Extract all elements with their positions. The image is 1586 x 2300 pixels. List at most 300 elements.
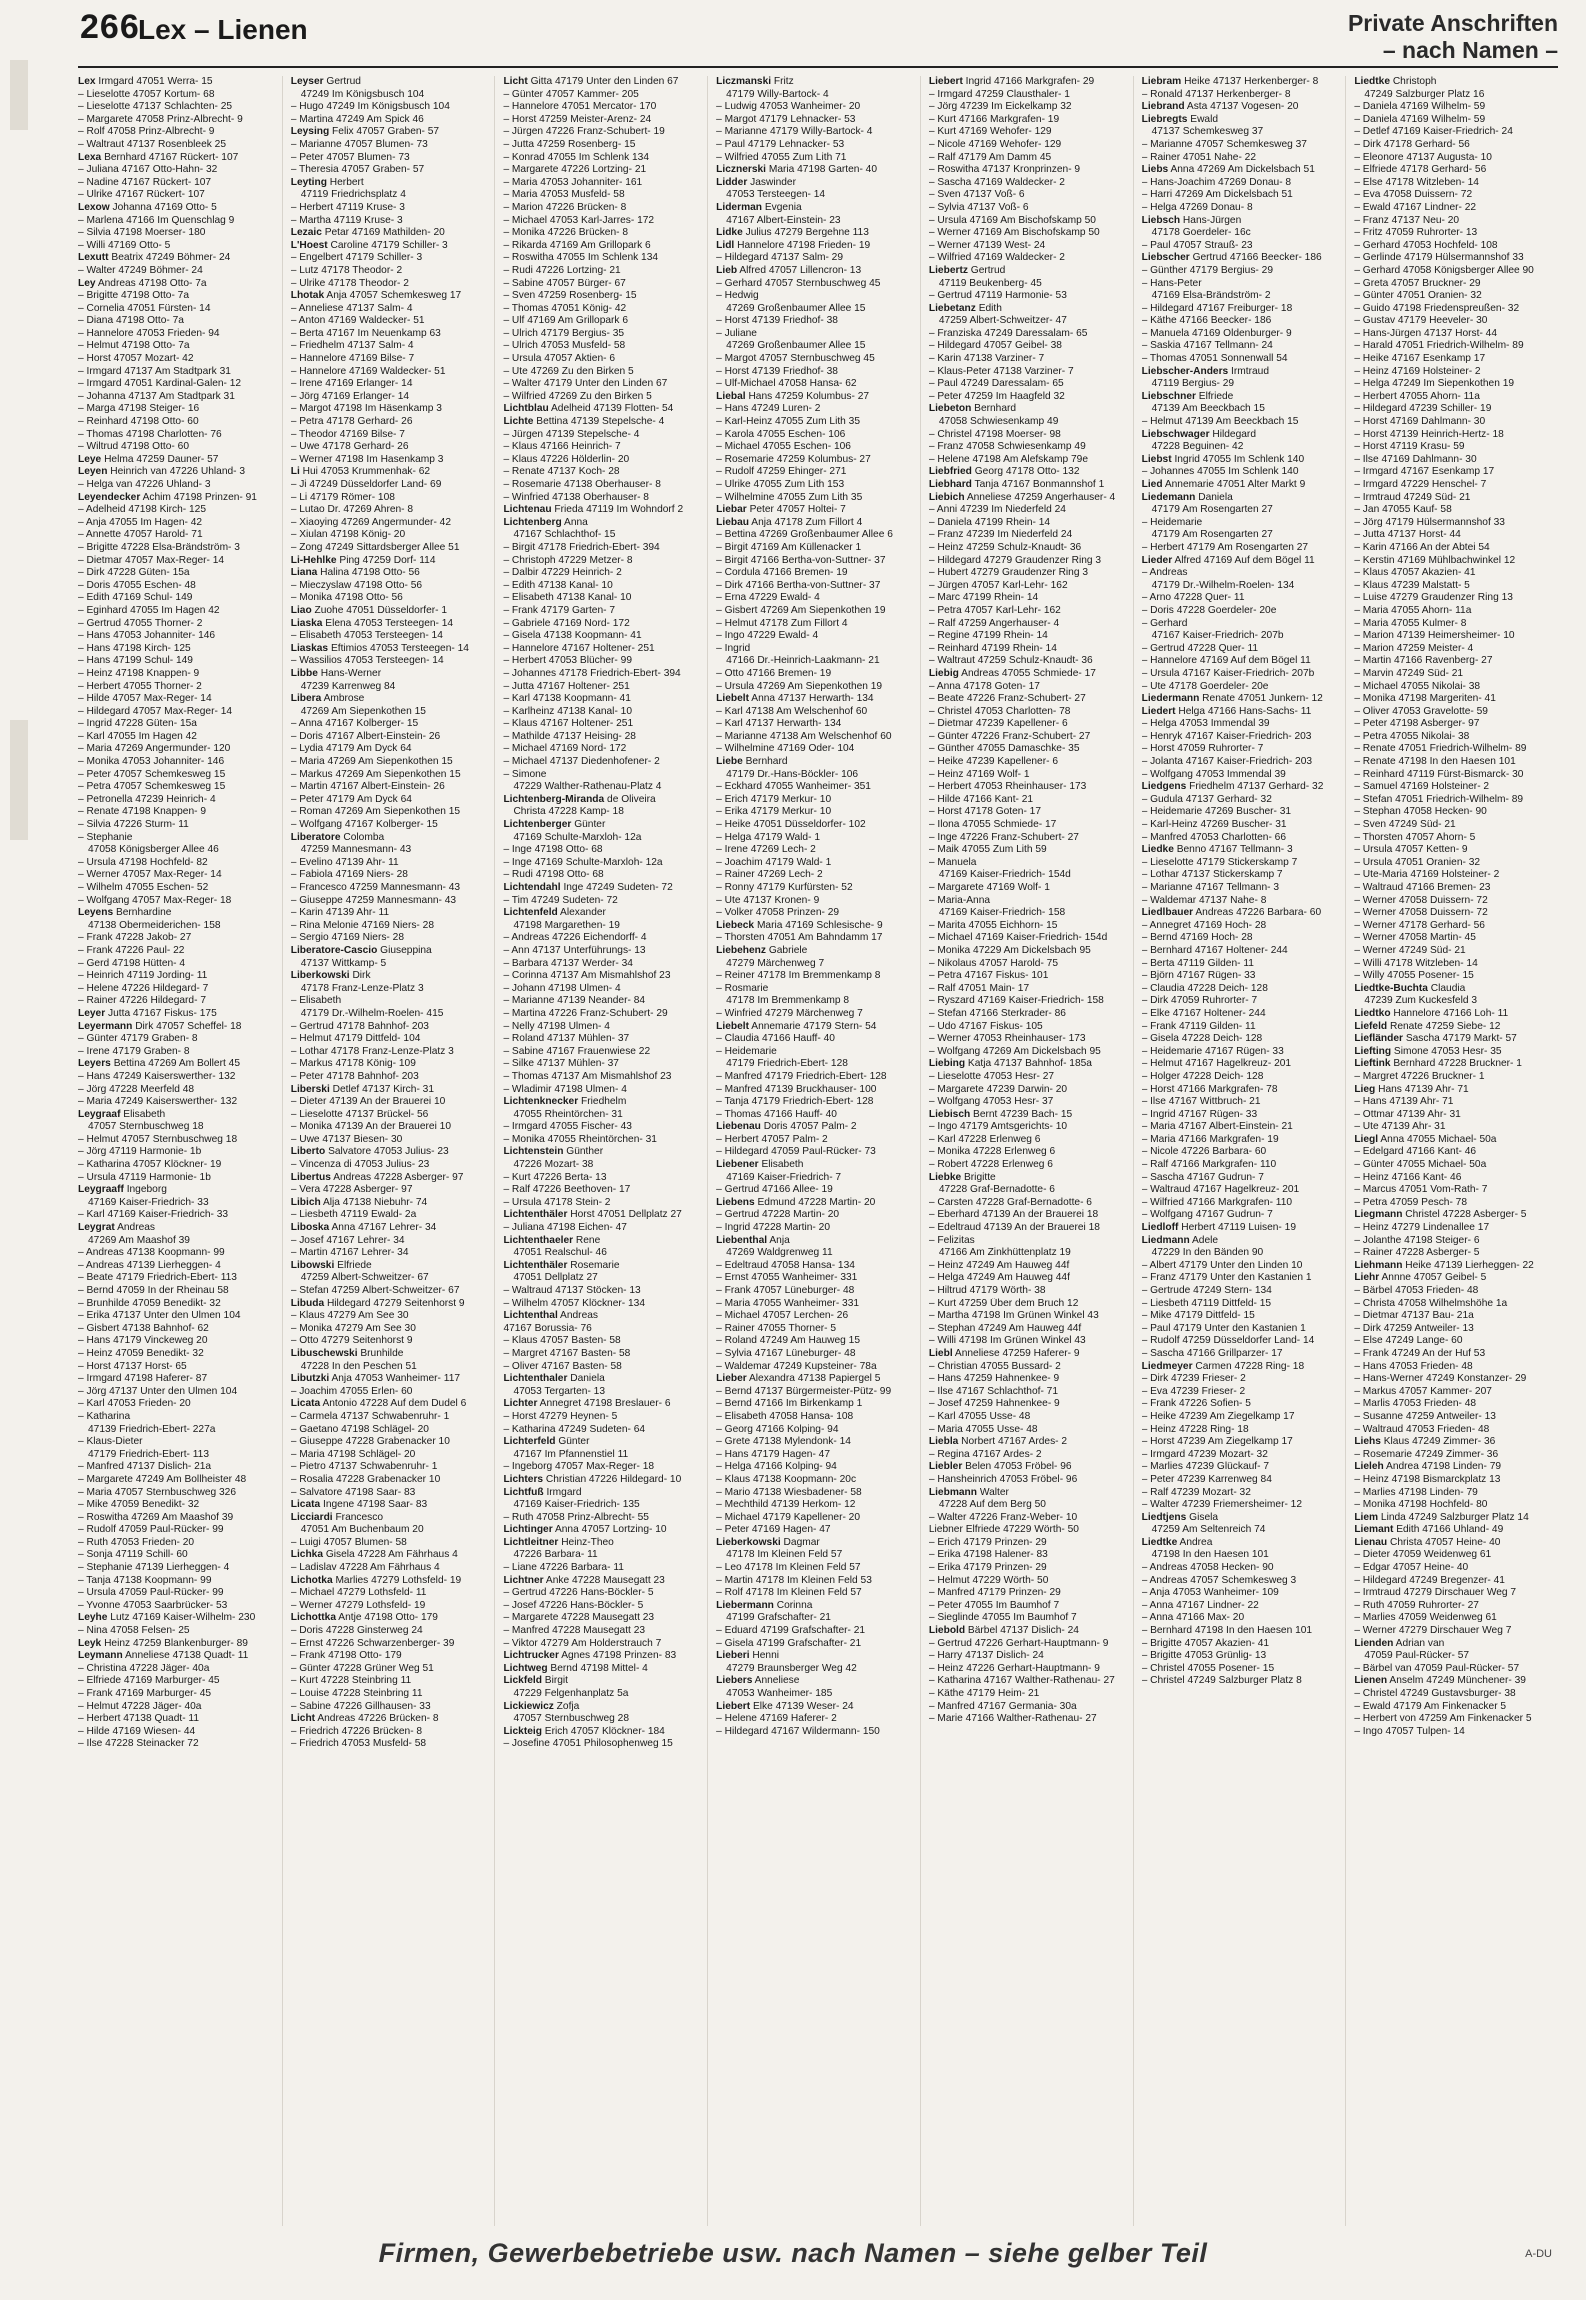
listing-entry: – Ingrid 47228 Güten- 15a — [78, 718, 197, 730]
listing-entry: – Maria 47269 Angermunder- 120 — [78, 743, 231, 755]
listing-entry: – Björn 47167 Rügen- 33 — [1141, 970, 1256, 982]
listing-entry: – Mathilde 47137 Heising- 28 — [503, 730, 636, 742]
surname-entry: Liebscher-Anders Irmtraud — [1141, 365, 1269, 377]
listing-entry: – Franz 47179 Unter den Kastanien 1 — [1141, 1272, 1312, 1284]
listing-entry: – Thorsten 47051 Am Bahndamm 17 — [716, 932, 883, 944]
listing-entry: – Werner 47058 Duissern- 72 — [1354, 907, 1488, 919]
listing-entry: – Hildegard 47239 Schiller- 19 — [1354, 403, 1492, 415]
listing-entry: – Ilona 47055 Schmiede- 17 — [928, 819, 1057, 831]
listing-entry: – Michael 47169 Kaiser-Friedrich- 154d — [928, 932, 1108, 944]
listing-entry: – Sieglinde 47055 Im Baumhof 7 — [928, 1612, 1077, 1624]
listing-entry: – Wilfried 47269 Zu den Birken 5 — [503, 390, 652, 402]
surname-entry: Liefeld Renate 47259 Siebe- 12 — [1354, 1020, 1501, 1032]
listing-entry: – Marianne 47138 Am Welschenhof 60 — [716, 730, 892, 742]
listing-entry: – Christoph 47229 Metzer- 8 — [503, 554, 633, 566]
listing-entry: – Josef 47226 Hans-Böckler- 5 — [503, 1599, 644, 1611]
listing-entry: – Markus 47178 König- 109 — [290, 1058, 416, 1070]
listing-entry: – Horst 47139 Heinrich-Hertz- 18 — [1354, 428, 1504, 440]
listing-entry: – Martina 47226 Franz-Schubert- 29 — [503, 1007, 668, 1019]
listing-entry: – Peter 47169 Hagen- 47 — [716, 1524, 831, 1536]
listing-entry: – Franz 47137 Neu- 20 — [1354, 214, 1460, 226]
listing-entry: – Engelbert 47179 Schiller- 3 — [290, 252, 423, 264]
listing-entry: – Käthe 47166 Beecker- 186 — [1141, 315, 1272, 327]
listing-entry: – Wilfried 47169 Waldecker- 2 — [928, 252, 1065, 264]
surname-entry: Licznerski Maria 47198 Garten- 40 — [716, 164, 877, 176]
listing-entry: – Markus 47057 Kammer- 207 — [1354, 1385, 1492, 1397]
listing-entry: 47053 Tersteegen- 14 — [726, 189, 826, 201]
listing-entry: – Bernd 47059 In der Rheinau 58 — [78, 1285, 229, 1296]
listing-entry: – Martha 47119 Kruse- 3 — [290, 214, 403, 226]
surname-entry: Lichtenberg-Miranda de Oliveira — [503, 793, 656, 805]
listing-entry: 47057 Sternbuschweg 28 — [513, 1713, 629, 1725]
listing-entry: – Peter 47057 Blumen- 73 — [290, 151, 410, 163]
listing-entry: – Dirk 47259 Antweiler- 13 — [1354, 1322, 1474, 1334]
listing-entry: – Anja 47055 Im Hagen- 42 — [78, 516, 203, 528]
listing-entry: – Dieter 47139 An der Brauerei 10 — [290, 1096, 446, 1108]
page-range-title: Lex – Lienen — [138, 14, 308, 45]
surname-entry: Liberski Detlef 47137 Kirch- 31 — [290, 1083, 434, 1095]
listing-entry: – Sabine 47226 Gillhausen- 33 — [290, 1700, 431, 1712]
listing-entry: – Erika 47179 Merkur- 10 — [716, 806, 832, 818]
listing-entry: – Sascha 47169 Waldecker- 2 — [928, 176, 1065, 188]
listing-entry: – Herbert 47138 Quadt- 11 — [78, 1713, 200, 1725]
listing-entry: 47229 Felgenhanplatz 5a — [513, 1688, 629, 1699]
listing-entry: – Johannes 47178 Friedrich-Ebert- 394 — [503, 667, 681, 679]
listing-entry: – Elisabeth — [290, 995, 342, 1007]
listing-entry: – Ewald 47167 Lindner- 22 — [1354, 201, 1477, 213]
listing-entry: – Monika 47198 Margeriten- 41 — [1354, 693, 1496, 705]
listing-entry: – Paul 47179 Unter den Kastanien 1 — [1141, 1322, 1306, 1334]
listing-entry: – Werner 47249 Süd- 21 — [1354, 944, 1466, 956]
listing-entry: – Manfred 47179 Friedrich-Ebert- 128 — [716, 1070, 887, 1082]
surname-entry: Lichtenberg Anna — [503, 516, 588, 528]
listing-entry: – Irmtraud 47249 Süd- 21 — [1354, 491, 1471, 503]
listing-entry: – Johanna 47137 Am Stadtpark 31 — [78, 390, 235, 402]
listing-entry: 47179 Dr.-Hans-Böckler- 106 — [726, 768, 859, 780]
listing-entry: – Rudi 47198 Otto- 68 — [503, 869, 604, 881]
listing-entry: – Barbara 47137 Werder- 34 — [503, 957, 633, 969]
listing-entry: – Gertrud 47228 Quer- 11 — [1141, 642, 1259, 654]
listing-entry: – Wassilios 47053 Tersteegen- 14 — [290, 655, 444, 667]
listing-entry: – Irmgard 47055 Fischer- 43 — [503, 1121, 632, 1133]
listing-entry: – Katharina — [78, 1410, 131, 1422]
listing-entry: 47239 Karrenweg 84 — [300, 680, 396, 692]
listing-entry: – Karl 47053 Frieden- 20 — [78, 1398, 191, 1410]
listing-entry: – Heike 47167 Esenkamp 17 — [1354, 353, 1486, 365]
surname-entry: Lichtenthaler Daniela — [503, 1373, 605, 1385]
listing-entry: – Rosemarie 47259 Kolumbus- 27 — [716, 453, 871, 465]
listing-entry: – Evelino 47139 Ahr- 11 — [290, 856, 399, 868]
listing-entry: – Markus 47269 Am Siepenkothen 15 — [290, 768, 461, 780]
listing-entry: – Walter 47226 Franz-Weber- 10 — [928, 1511, 1078, 1523]
listing-entry: 47249 Salzburger Platz 16 — [1364, 88, 1485, 100]
listing-entry: – Ilse 47167 Wittbruch- 21 — [1141, 1096, 1261, 1108]
listing-entry: – Maria 47269 Am Siepenkothen 15 — [290, 756, 453, 768]
listing-entry: – Helga 47249 Im Siepenkothen 19 — [1354, 378, 1515, 390]
directory-columns — [78, 76, 1558, 2226]
listing-entry: – Thomas 47051 Sonnenwall 54 — [1141, 353, 1288, 365]
surname-entry: Lichtenstein Günther — [503, 1146, 604, 1158]
listing-entry: 47269 Großenbaumer Allee 15 — [726, 302, 866, 314]
listing-entry: – Jörg 47228 Meerfeld 48 — [78, 1083, 195, 1095]
listing-entry: – Katharina 47057 Klöckner- 19 — [78, 1159, 222, 1171]
listing-entry: – Heidemarie — [1141, 516, 1203, 528]
listing-entry: – Helga 47166 Kolping- 94 — [716, 1461, 837, 1473]
listing-entry: – Erna 47229 Ewald- 4 — [716, 592, 820, 604]
listing-entry: – Hans 47139 Ahr- 71 — [1354, 1096, 1454, 1108]
listing-entry: – Tanja 47179 Friedrich-Ebert- 128 — [716, 1096, 874, 1108]
listing-entry: – Ralf 47239 Mozart- 32 — [1141, 1486, 1251, 1498]
listing-entry: – Heinz 47169 Wolf- 1 — [928, 768, 1030, 780]
listing-entry: – Dietmar 47057 Max-Reger- 14 — [78, 554, 225, 566]
listing-entry: – Eduard 47199 Grafschafter- 21 — [716, 1625, 866, 1637]
listing-entry: – Maria-Anna — [928, 894, 991, 906]
listing-entry: – Hubert 47279 Graudenzer Ring 3 — [928, 567, 1089, 579]
listing-entry: – Franz 47058 Schwiesenkamp 49 — [928, 441, 1086, 453]
listing-entry: – Hiltrud 47179 Wörth- 38 — [928, 1285, 1046, 1296]
listing-entry: – Doris 47167 Albert-Einstein- 26 — [290, 730, 441, 742]
listing-entry: – Ursula 47051 Oranien- 32 — [1354, 856, 1481, 868]
listing-entry: – Eva 47058 Duissern- 72 — [1354, 189, 1473, 201]
listing-entry: – Anna 47167 Kolberger- 15 — [290, 718, 419, 730]
surname-entry: Liedtke-Buchta Claudia — [1354, 982, 1466, 994]
listing-entry: – Daniela 47169 Wilhelm- 59 — [1354, 113, 1486, 125]
listing-entry: – Andreas 47138 Koopmann- 99 — [78, 1247, 225, 1259]
listing-entry: – Inge 47226 Franz-Schubert- 27 — [928, 831, 1079, 843]
listing-entry: – Günter 47051 Oranien- 32 — [1354, 290, 1482, 302]
listing-entry: – Manfred 47053 Charlotten- 66 — [1141, 831, 1287, 843]
surname-entry: Liebenau Doris 47057 Palm- 2 — [716, 1121, 857, 1133]
listing-entry: – Salvatore 47198 Saar- 83 — [290, 1486, 416, 1498]
listing-entry: – Manuela 47169 Oldenburger- 9 — [1141, 327, 1292, 339]
listing-entry: – Ursula 47119 Harmonie- 1b — [78, 1171, 211, 1183]
listing-entry: – Eleonore 47137 Augusta- 10 — [1354, 151, 1492, 163]
listing-entry: – Heinz 47059 Benedikt- 32 — [78, 1347, 204, 1359]
listing-entry: – Hildegard 47279 Graudenzer Ring 3 — [928, 554, 1102, 566]
surname-entry: Liboska Anna 47167 Lehrer- 34 — [290, 1222, 437, 1234]
listing-entry: – Roswitha 47269 Am Maashof 39 — [78, 1511, 234, 1523]
surname-entry: Libutzki Anja 47053 Wanheimer- 117 — [290, 1373, 461, 1385]
listing-entry: – Jutta 47167 Holtener- 251 — [503, 680, 630, 692]
surname-entry: Lieftink Bernhard 47228 Bruckner- 1 — [1354, 1058, 1522, 1070]
listing-entry: – Rosemarie 47249 Zimmer- 36 — [1354, 1448, 1499, 1460]
listing-entry: – Karl 47055 Im Hagen 42 — [78, 730, 197, 742]
listing-entry: – Harald 47051 Friedrich-Wilhelm- 89 — [1354, 340, 1524, 352]
listing-entry: 47053 Tergarten- 13 — [513, 1385, 606, 1397]
listing-entry: – Willi 47169 Otto- 5 — [78, 239, 171, 251]
surname-entry: Lichtfuß Irmgard — [503, 1486, 582, 1498]
surname-entry: Lexa Bernhard 47167 Rückert- 107 — [78, 151, 239, 163]
listing-entry: – Ingo 47229 Ewald- 4 — [716, 630, 819, 642]
listing-entry: – Hans-Joachim 47269 Donau- 8 — [1141, 176, 1292, 188]
listing-entry: 47199 Grafschafter- 21 — [726, 1612, 831, 1624]
listing-entry: – Anni 47239 Im Niederfeld 24 — [928, 504, 1066, 516]
listing-entry: – Margarete 47228 Mausegatt 23 — [503, 1612, 655, 1624]
listing-entry: – Beate 47179 Friedrich-Ebert- 113 — [78, 1272, 237, 1284]
listing-entry: – Juliane — [716, 327, 757, 339]
listing-entry: 47139 Friedrich-Ebert- 227a — [88, 1423, 216, 1435]
listing-entry: – Günter 47057 Kammer- 205 — [503, 88, 639, 100]
listing-entry: – Heinz 47249 Am Hauweg 44f — [928, 1259, 1070, 1271]
surname-entry: Lichotka Marlies 47279 Lothsfeld- 19 — [290, 1574, 462, 1586]
listing-entry: 47167 Schlachthof- 15 — [513, 529, 616, 541]
listing-entry: – Marianne 47057 Blumen- 73 — [290, 138, 428, 150]
listing-entry: – Rosalia 47228 Grabenacker 10 — [290, 1473, 441, 1485]
listing-entry: – Waltraut 47259 Schulz-Knaudt- 36 — [928, 655, 1093, 667]
listing-entry: – Rikarda 47169 Am Grillopark 6 — [503, 239, 651, 251]
listing-entry: 47229 In den Bänden 90 — [1151, 1247, 1264, 1259]
listing-entry: – Lutz 47178 Theodor- 2 — [290, 264, 403, 276]
listing-entry: – Ladislav 47228 Am Fährhaus 4 — [290, 1562, 440, 1574]
listing-entry: – Hannelore 47051 Mercator- 170 — [503, 101, 657, 113]
listing-entry: – Sylvia 47167 Lüneburger- 48 — [716, 1347, 856, 1359]
listing-entry: – Wolfgang 47167 Gudrun- 7 — [1141, 1209, 1273, 1221]
listing-entry: – Gabriele 47169 Nord- 172 — [503, 617, 630, 629]
listing-entry: – Louise 47228 Steinbring 11 — [290, 1688, 423, 1699]
listing-entry: – Karl 47138 Am Welschenhof 60 — [716, 705, 868, 717]
listing-entry: – Peter 47178 Bahnhof- 203 — [290, 1070, 419, 1082]
listing-entry: 47139 Am Beeckbach 15 — [1151, 403, 1265, 415]
surname-entry: Leyens Bernhardine — [78, 907, 172, 919]
listing-entry: – Martin 47167 Albert-Einstein- 26 — [290, 781, 445, 793]
listing-entry: – Edelgard 47166 Kant- 46 — [1354, 1146, 1477, 1158]
listing-entry: – Helene 47169 Haferer- 2 — [716, 1713, 837, 1725]
surname-entry: Liebke Brigitte — [928, 1171, 996, 1183]
listing-entry: – Karl 47138 Koopmann- 41 — [503, 693, 631, 705]
surname-entry: Lienau Christa 47057 Heine- 40 — [1354, 1536, 1501, 1548]
listing-entry: – Ilse 47228 Steinacker 72 — [78, 1738, 199, 1750]
listing-entry: – Silvia 47226 Sturm- 11 — [78, 819, 189, 831]
listing-entry: – Joachim 47055 Erlen- 60 — [290, 1385, 413, 1397]
listing-entry: – Willi 47178 Witzleben- 14 — [1354, 957, 1478, 969]
listing-entry: – Heinz 47166 Kant- 46 — [1354, 1171, 1462, 1183]
surname-entry: L'Hoest Caroline 47179 Schiller- 3 — [290, 239, 448, 251]
listing-entry: – Harry 47137 Dislich- 24 — [928, 1650, 1044, 1662]
listing-entry: – Roland 47137 Mühlen- 37 — [503, 1033, 630, 1045]
listing-entry: – Martina 47249 Am Spick 46 — [290, 113, 424, 125]
listing-entry: 47119 Friedrichsplatz 4 — [300, 189, 406, 201]
listing-entry: – Helga 47249 Am Hauweg 44f — [928, 1272, 1070, 1284]
listing-entry: – Ernst 47055 Wanheimer- 331 — [716, 1272, 858, 1284]
listing-entry: – Gudula 47137 Gerhard- 32 — [1141, 793, 1272, 805]
listing-entry: – Annette 47057 Harold- 71 — [78, 529, 203, 541]
listing-entry: – Oliver 47167 Basten- 58 — [503, 1360, 622, 1372]
listing-entry: 47179 Friedrich-Ebert- 128 — [726, 1058, 848, 1070]
listing-entry: – Dirk 47228 Güten- 15a — [78, 567, 190, 579]
listing-entry: – Karin 47138 Varziner- 7 — [928, 353, 1045, 365]
listing-entry: – Heidemarie — [716, 1045, 777, 1057]
listing-entry: – Manfred 47167 Germania- 30a — [928, 1700, 1077, 1712]
surname-entry: Liebschwager Hildegard — [1141, 428, 1256, 440]
listing-entry: – Edeltraud 47139 An der Brauerei 18 — [928, 1222, 1100, 1234]
listing-entry: – Ralf 47226 Beethoven- 17 — [503, 1184, 631, 1196]
listing-entry: – Hilde 47166 Kant- 21 — [928, 793, 1034, 805]
listing-entry: – Inge 47169 Schulte-Marxloh- 12a — [503, 856, 663, 868]
listing-entry: – Inge 47198 Otto- 68 — [503, 844, 603, 856]
surname-entry: Liebscher Gertrud 47166 Beecker- 186 — [1141, 252, 1322, 264]
surname-entry: Leygraaf Elisabeth — [78, 1108, 166, 1120]
listing-entry: – Andreas 47058 Hecken- 90 — [1141, 1562, 1274, 1574]
listing-entry: – Ralf 47179 Am Damm 45 — [928, 151, 1052, 163]
listing-entry: – Michael 47055 Nikolai- 38 — [1354, 680, 1481, 692]
listing-entry: – Peter 47179 Am Dyck 64 — [290, 793, 412, 805]
listing-entry: 47169 Kaiser-Friedrich- 135 — [513, 1499, 640, 1511]
listing-entry: 47169 Kaiser-Friedrich- 33 — [88, 1196, 209, 1208]
listing-entry: 47166 Dr.-Heinrich-Laakmann- 21 — [726, 655, 880, 667]
listing-entry: – Ji 47249 Düsseldorfer Land- 69 — [290, 479, 442, 490]
listing-entry: – Herbert von 47259 Am Finkenacker 5 — [1354, 1713, 1532, 1725]
listing-entry: – Andreas 47057 Schemkesweg 3 — [1141, 1574, 1297, 1586]
surname-entry: Liebeck Maria 47169 Schlesische- 9 — [716, 919, 883, 931]
listing-entry: 47229 Walther-Rathenau-Platz 4 — [513, 781, 662, 793]
listing-entry: – Margarete 47169 Wolf- 1 — [928, 882, 1050, 893]
surname-entry: Lichtenthäler Horst 47051 Dellplatz 27 — [503, 1209, 682, 1221]
listing-entry: – Ursula 47178 Stein- 2 — [503, 1196, 611, 1208]
listing-entry: – Erika 47198 Halener- 83 — [928, 1549, 1048, 1561]
listing-entry: – Michael 47057 Lerchen- 26 — [716, 1310, 849, 1322]
listing-entry: 47249 Im Königsbusch 104 — [300, 88, 425, 100]
surname-entry: Liebenthal Anja — [716, 1234, 790, 1246]
listing-entry: – Bettina 47269 Großenbaumer Allee 6 — [716, 529, 893, 541]
listing-entry: – Franz 47239 Im Niederfeld 24 — [928, 529, 1073, 541]
listing-entry: – Hildegard 47057 Max-Reger- 14 — [78, 705, 233, 717]
surname-entry: Liedtke Andrea — [1141, 1536, 1213, 1548]
listing-entry: 47137 Wittkamp- 5 — [300, 957, 387, 969]
listing-entry: – Marion 47259 Meister- 4 — [1354, 642, 1474, 654]
listing-entry: – Michael 47179 Kapellener- 20 — [716, 1511, 861, 1523]
listing-entry: – Ulf 47169 Am Grillopark 6 — [503, 315, 629, 327]
listing-entry: – Elfriede 47169 Marburger- 45 — [78, 1675, 220, 1687]
listing-entry: 47051 Realschul- 46 — [513, 1247, 607, 1259]
listing-entry: – Gisela 47199 Grafschafter- 21 — [716, 1637, 862, 1649]
surname-entry: Lidke Julius 47279 Bergehne 113 — [716, 227, 869, 239]
listing-entry: – Christel 47249 Gustavsburger- 38 — [1354, 1688, 1516, 1699]
listing-entry: – Sascha 47167 Gudrun- 7 — [1141, 1171, 1264, 1183]
listing-entry: – Oliver 47053 Gravelotte- 59 — [1354, 705, 1488, 717]
surname-entry: Licht Gitta 47179 Unter den Linden 67 — [503, 76, 679, 87]
listing-entry: – Jan 47055 Kauf- 58 — [1354, 504, 1452, 516]
listing-entry: – Thomas 47051 König- 42 — [503, 302, 627, 314]
listing-entry: – Sascha 47166 Grillparzer- 17 — [1141, 1347, 1283, 1359]
listing-entry: – Frank 47228 Jakob- 27 — [78, 932, 192, 944]
listing-entry: – Horst 47057 Mozart- 42 — [78, 353, 194, 365]
surname-entry: Leyhe Lutz 47169 Kaiser-Wilhelm- 230 — [78, 1612, 256, 1624]
listing-entry: – Renate 47198 Knappen- 9 — [78, 806, 207, 818]
listing-entry: – Erika 47179 Prinzen- 29 — [928, 1562, 1047, 1574]
listing-entry: – Anna 47178 Goten- 17 — [928, 680, 1040, 692]
surname-entry: Liebst Ingrid 47055 Im Schlenk 140 — [1141, 453, 1305, 465]
listing-entry: – Herbert 47055 Ahorn- 11a — [1354, 390, 1480, 402]
listing-entry: – Brigitte 47053 Grünlig- 13 — [1141, 1650, 1267, 1662]
surname-entry: Lieberi Henni — [716, 1650, 780, 1662]
listing-entry: – Manfred 47179 Prinzen- 29 — [928, 1587, 1061, 1599]
listing-entry: – Dirk 47178 Gerhard- 56 — [1354, 138, 1470, 150]
listing-entry: – Jürgen 47139 Stepelsche- 4 — [503, 428, 640, 440]
listing-entry: – Günter 47228 Grüner Weg 51 — [290, 1662, 434, 1674]
listing-entry: – Ursula 47198 Hochfeld- 82 — [78, 856, 208, 868]
surname-entry: Liebens Edmund 47228 Martin- 20 — [716, 1196, 876, 1208]
listing-entry: – Ronald 47137 Herkenberger- 8 — [1141, 88, 1291, 100]
surname-entry: Liebener Elisabeth — [716, 1159, 804, 1171]
listing-entry: – Lieselotte 47137 Schlachten- 25 — [78, 101, 233, 113]
listing-entry: – Maria 47055 Ahorn- 11a — [1354, 604, 1472, 616]
listing-entry: – Susanne 47259 Antweiler- 13 — [1354, 1410, 1496, 1422]
listing-entry: 47169 Kaiser-Friedrich- 158 — [938, 907, 1066, 919]
listing-entry: – Horst 47119 Krasu- 59 — [1354, 441, 1465, 453]
listing-entry: – Jörg 47119 Harmonie- 1b — [78, 1146, 202, 1158]
listing-entry: – Wilhelmine 47169 Oder- 104 — [716, 743, 855, 755]
listing-entry: – Mechthild 47139 Herkom- 12 — [716, 1499, 856, 1511]
listing-entry: – Horst 47259 Meister-Arenz- 24 — [503, 113, 652, 125]
surname-entry: Liberatore-Cascio Giuseppina — [290, 944, 432, 956]
surname-entry: Leyermann Dirk 47057 Scheffel- 18 — [78, 1020, 242, 1032]
surname-entry: Leyen Heinrich van 47226 Uhland- 3 — [78, 466, 246, 478]
listing-entry: – Thorsten 47057 Ahorn- 5 — [1354, 831, 1476, 843]
listing-entry: – Ingrid — [716, 642, 751, 654]
listing-entry: – Marianne 47167 Tellmann- 3 — [1141, 882, 1280, 893]
listing-entry: – Peter 47239 Karrenweg 84 — [1141, 1473, 1272, 1485]
listing-entry: – Thomas 47166 Hauff- 40 — [716, 1108, 837, 1120]
listing-entry: – Ruth 47058 Prinz-Albrecht- 55 — [503, 1511, 649, 1523]
listing-entry: – Daniela 47169 Wilhelm- 59 — [1354, 101, 1486, 113]
listing-entry: – Irene 47179 Graben- 8 — [78, 1045, 190, 1057]
listing-entry: – Ute 47269 Zu den Birken 5 — [503, 365, 634, 377]
listing-entry: – Josef 47167 Lehrer- 34 — [290, 1234, 405, 1246]
listing-entry: – Johannes 47055 Im Schlenk 140 — [1141, 466, 1299, 478]
listing-entry: – Hans 47053 Frieden- 48 — [1354, 1360, 1473, 1372]
listing-entry: – Waltraud 47053 Frieden- 48 — [1354, 1423, 1490, 1435]
listing-entry: – Maik 47055 Zum Lith 59 — [928, 844, 1047, 856]
listing-entry: – Luise 47279 Graudenzer Ring 13 — [1354, 592, 1513, 604]
listing-entry: – Thomas 47198 Charlotten- 76 — [78, 428, 222, 440]
listing-entry: – Lieselotte 47057 Kortum- 68 — [78, 88, 215, 100]
surname-entry: Liebar Peter 47057 Holtei- 7 — [716, 504, 846, 516]
listing-entry: 47178 Im Bremmenkamp 8 — [726, 995, 850, 1007]
listing-entry: – Gerhard 47058 Königsberger Allee 90 — [1354, 264, 1534, 276]
listing-entry: – Roswitha 47137 Kronprinzen- 9 — [928, 164, 1081, 176]
listing-entry: – Frank 47249 An der Huf 53 — [1354, 1347, 1486, 1359]
listing-entry: – Karin 47166 An der Abtei 54 — [1354, 541, 1490, 553]
listing-entry: – Edgar 47057 Heine- 40 — [1354, 1562, 1469, 1574]
listing-entry: – Wiltrud 47198 Otto- 60 — [78, 441, 189, 453]
listing-entry: – Rudolf 47059 Paul-Rücker- 99 — [78, 1524, 224, 1536]
listing-entry: – Rolf 47178 Im Kleinen Feld 57 — [716, 1587, 862, 1599]
directory-column — [291, 76, 496, 2226]
surname-entry: Leye Helma 47259 Dauner- 57 — [78, 453, 219, 465]
listing-entry: 47169 Kaiser-Friedrich- 7 — [726, 1171, 842, 1183]
surname-entry: Leyser Gertrud — [290, 76, 361, 87]
listing-entry: – Lieselotte 47053 Hesr- 27 — [928, 1070, 1055, 1082]
listing-entry: – Elisabeth 47058 Hansa- 108 — [716, 1410, 854, 1422]
listing-entry: – Winfried 47138 Oberhauser- 8 — [503, 491, 649, 503]
surname-entry: Lichtweg Bernd 47198 Mittel- 4 — [503, 1662, 648, 1674]
listing-entry: – Heinz 47169 Holsteiner- 2 — [1354, 365, 1481, 377]
listing-entry: – Jolanthe 47198 Steiger- 6 — [1354, 1234, 1480, 1246]
listing-entry: – Nelly 47198 Ulmen- 4 — [503, 1020, 610, 1032]
listing-entry: – Arno 47228 Quer- 11 — [1141, 592, 1245, 604]
listing-entry: – Greta 47057 Bruckner- 29 — [1354, 277, 1481, 289]
listing-entry: – Roman 47269 Am Siepenkothen 15 — [290, 806, 461, 818]
surname-entry: Leyers Bettina 47269 Am Bollert 45 — [78, 1058, 240, 1070]
listing-entry: – Ulrike 47178 Theodor- 2 — [290, 277, 409, 289]
listing-entry: – Heinz 47198 Bismarckplatz 13 — [1354, 1473, 1501, 1485]
listing-entry: – Fabiola 47169 Niers- 28 — [290, 869, 408, 881]
listing-entry: – Xiulan 47198 König- 20 — [290, 529, 406, 541]
listing-entry: 47179 Dr.-Wilhelm-Roelen- 134 — [1151, 579, 1295, 591]
listing-entry: – Thomas 47137 Am Mismahlshof 23 — [503, 1070, 672, 1082]
listing-entry: – Elisabeth 47138 Kanal- 10 — [503, 592, 632, 604]
listing-entry: 47179 Friedrich-Ebert- 113 — [88, 1448, 209, 1460]
